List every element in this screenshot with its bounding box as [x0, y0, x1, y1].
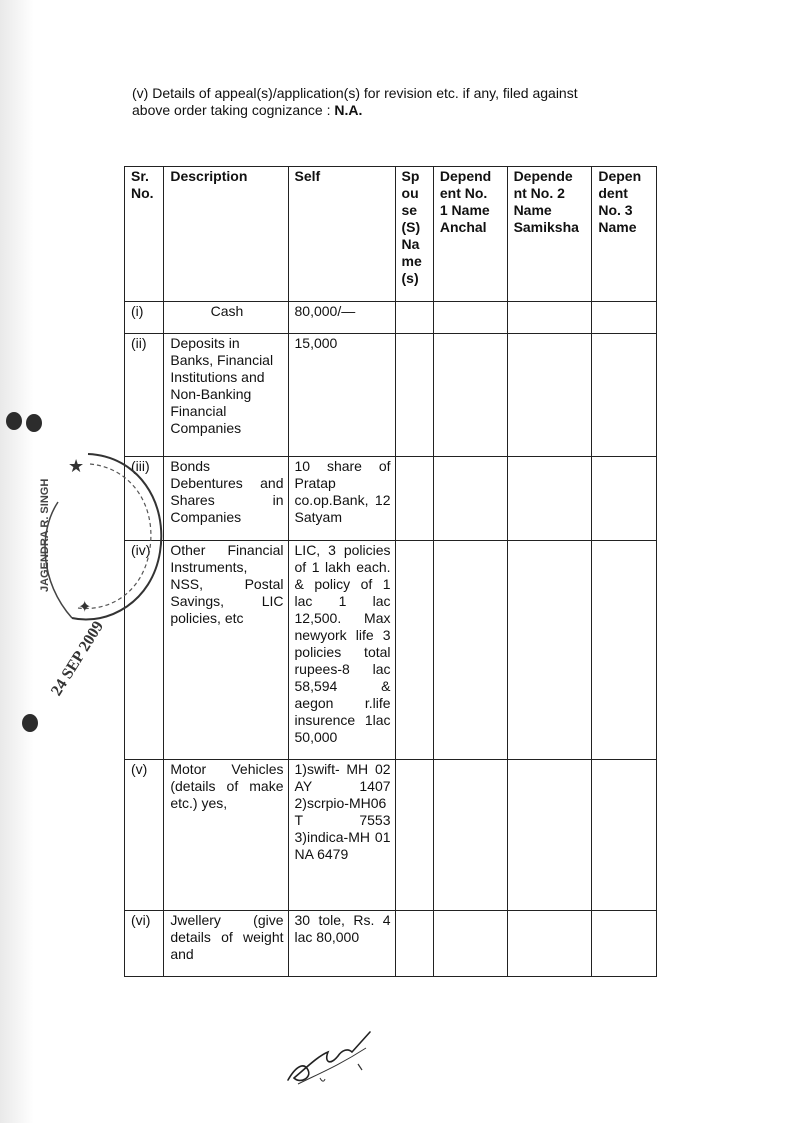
row-self: 1)swift- MH 02 AY 1407 2)scrpio-MH06 T 7553 3)indica-MH 01 NA 6479 [288, 760, 395, 911]
punch-hole-top-right [26, 414, 42, 432]
row-spouse [395, 334, 433, 457]
row-spouse [395, 760, 433, 911]
intro-line-2-prefix: above order taking cognizance : [132, 102, 335, 118]
row-sr: (vi) [125, 911, 164, 977]
row-dependent-2 [507, 541, 592, 760]
official-seal-stamp [28, 442, 176, 632]
table-row [125, 334, 657, 457]
row-dependent-3 [592, 541, 657, 760]
row-description: Cash [164, 302, 288, 334]
header-sr-no: Sr. No. [125, 167, 164, 302]
row-dependent-2 [507, 760, 592, 911]
row-dependent-2 [507, 302, 592, 334]
row-sr: (iv) [125, 541, 164, 760]
intro-line-2 [132, 102, 692, 119]
row-self: 30 tole, Rs. 4 lac 80,000 [288, 911, 395, 977]
header-dependent-3: Depen dent No. 3 Name [592, 167, 657, 302]
row-sr: (iii) [125, 457, 164, 541]
row-description: Jwellery (give details of weight and [164, 911, 288, 977]
row-spouse [395, 302, 433, 334]
row-dependent-2 [507, 911, 592, 977]
svg-text:JAGENDRA R. SINGH: JAGENDRA R. SINGH [39, 478, 51, 592]
header-description: Description [164, 167, 288, 302]
row-description: Deposits in Banks, Financial Institutions and Non-Banking Financial Companies [164, 334, 288, 457]
row-description: Other Financial Instruments, NSS, Postal Savings, LIC policies, etc [164, 541, 288, 760]
header-dependent-1: Depend ent No. 1 Name Anchal [433, 167, 507, 302]
row-dependent-3 [592, 760, 657, 911]
table-header-row [125, 167, 657, 302]
header-self: Self [288, 167, 395, 302]
table-row [125, 911, 657, 977]
row-self: 15,000 [288, 334, 395, 457]
row-self: LIC, 3 policies of 1 lakh each. & policy of 1 lac 1 lac 12,500. Max newyork life 3 policies total rupees-8 lac 58,594 & aegon r.life insurence 1lac 50,000 [288, 541, 395, 760]
table-row [125, 760, 657, 911]
row-dependent-3 [592, 457, 657, 541]
row-description: Motor Vehicles (details of make etc.) yes, [164, 760, 288, 911]
row-spouse [395, 457, 433, 541]
table-row [125, 541, 657, 760]
header-dependent-2: Depende nt No. 2 Name Samiksha [507, 167, 592, 302]
row-description: Bonds Debentures and Shares in Companies [164, 457, 288, 541]
row-dependent-1 [433, 760, 507, 911]
table-row [125, 302, 657, 334]
row-sr: (ii) [125, 334, 164, 457]
assets-table [124, 166, 657, 977]
row-sr: (v) [125, 760, 164, 911]
row-spouse [395, 541, 433, 760]
date-stamp: 24 SEP 2009 [48, 618, 108, 700]
row-dependent-3 [592, 334, 657, 457]
row-self: 80,000/— [288, 302, 395, 334]
punch-hole-top [6, 412, 22, 430]
row-dependent-1 [433, 457, 507, 541]
header-spouse: Sp ou se (S) Na me (s) [395, 167, 433, 302]
row-self: 10 share of Pratap co.op.Bank, 12 Satyam [288, 457, 395, 541]
row-spouse [395, 911, 433, 977]
table-row [125, 457, 657, 541]
row-sr: (i) [125, 302, 164, 334]
row-dependent-2 [507, 457, 592, 541]
intro-na-value: N.A. [334, 102, 363, 118]
row-dependent-2 [507, 334, 592, 457]
svg-text:★: ★ [68, 456, 85, 476]
intro-line-1: (v) Details of appeal(s)/application(s) for revision etc. if any, filed against [132, 85, 578, 101]
handwritten-signature [278, 1022, 378, 1092]
row-dependent-1 [433, 541, 507, 760]
punch-hole-bottom [22, 714, 38, 732]
row-dependent-1 [433, 911, 507, 977]
row-dependent-1 [433, 334, 507, 457]
row-dependent-3 [592, 302, 657, 334]
intro-paragraph [132, 85, 692, 119]
row-dependent-3 [592, 911, 657, 977]
row-dependent-1 [433, 302, 507, 334]
svg-text:✦: ✦ [78, 599, 92, 616]
